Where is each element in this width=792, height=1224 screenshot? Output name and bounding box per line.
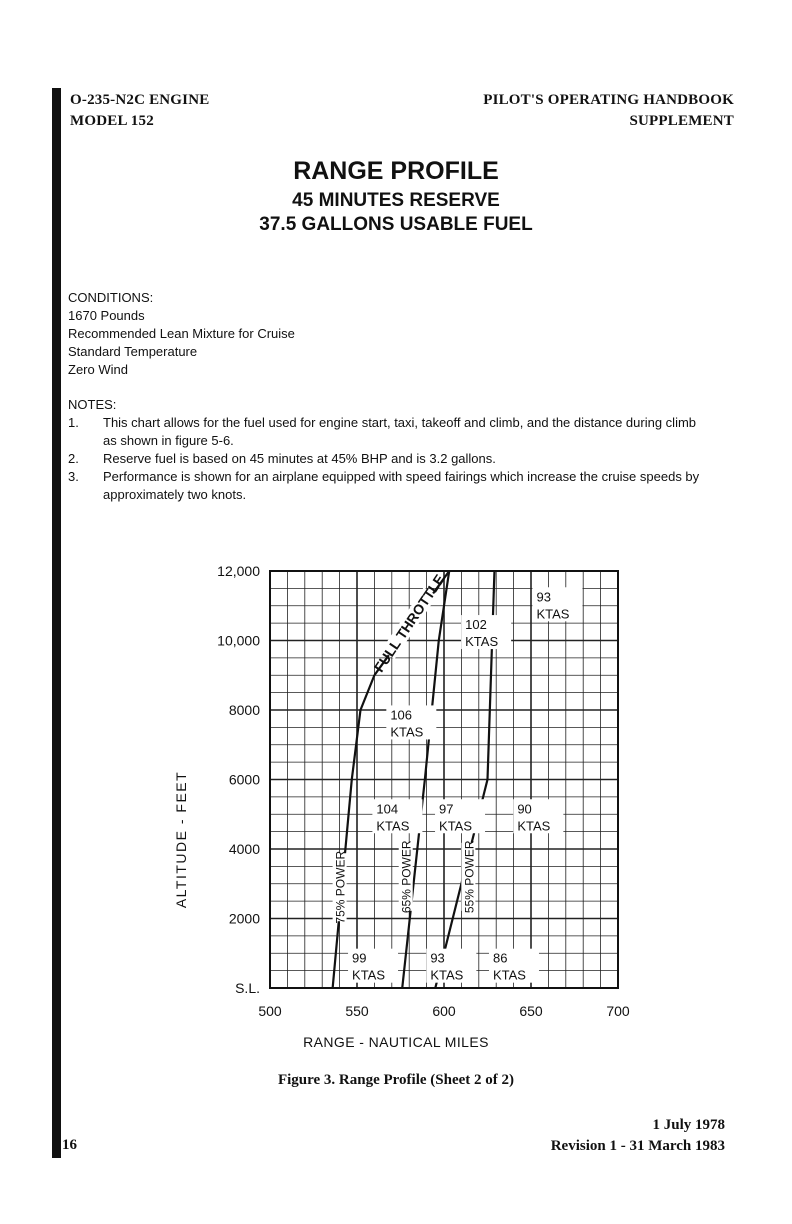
y-tick-label: 12,000 (217, 563, 260, 579)
speed-annotation-value: 106 (390, 707, 413, 723)
page-title: RANGE PROFILE (293, 157, 499, 185)
y-tick-label: 6000 (228, 771, 260, 788)
speed-annotation-unit: KTAS (536, 606, 570, 622)
speed-annotation-value: 90 (517, 801, 532, 817)
condition-line: Recommended Lean Mixture for Cruise (68, 326, 295, 341)
speed-annotation-unit: KTAS (376, 818, 410, 834)
speed-annotation-unit: KTAS (439, 818, 473, 834)
note-number: 2. (68, 451, 79, 466)
speed-annotation-value: 99 (352, 950, 367, 966)
revision-date: Revision 1 - 31 March 1983 (550, 1138, 725, 1154)
x-tick-label: 550 (345, 1003, 369, 1019)
speed-annotation-value: 97 (439, 801, 454, 817)
x-tick-label: 600 (432, 1003, 456, 1019)
conditions-heading: CONDITIONS: (68, 290, 154, 305)
model-label: MODEL 152 (70, 113, 154, 129)
note-number: 1. (68, 415, 79, 430)
speed-annotation-value: 104 (376, 801, 399, 817)
speed-annotation-value: 86 (492, 950, 508, 966)
y-tick-label: 8000 (228, 702, 260, 718)
speed-annotation-value: 93 (536, 589, 551, 605)
page-number: 16 (62, 1137, 77, 1153)
speed-annotation-value: 93 (430, 950, 445, 966)
speed-annotation-unit: KTAS (492, 967, 526, 983)
note-text: Reserve fuel is based on 45 minutes at 45% BHP and is 3.2 gallons. (103, 451, 496, 466)
y-tick-label: 2000 (228, 910, 260, 927)
speed-annotation-unit: KTAS (465, 634, 499, 650)
speed-annotation-unit: KTAS (430, 967, 464, 983)
note-number: 3. (68, 469, 79, 484)
y-tick-label: S.L. (235, 980, 260, 996)
series-annotation: 75% POWER (333, 850, 348, 924)
series-annotation: 65% POWER (399, 840, 414, 914)
note-text: Performance is shown for an airplane equipped with speed fairings which increase the cruise speeds by approximately two knots. (103, 469, 700, 502)
note-text: This chart allows for the fuel used for engine start, taxi, takeoff and climb, and the distance during climb as shown in figure 5-6. (103, 415, 697, 448)
notes-heading: NOTES: (68, 397, 117, 412)
x-axis-title: RANGE - NAUTICAL MILES (303, 1034, 489, 1050)
speed-annotation-unit: KTAS (352, 967, 386, 983)
condition-line: Zero Wind (68, 362, 128, 377)
y-tick-label: 4000 (228, 841, 260, 857)
engine-label: O-235-N2C ENGINE (70, 92, 210, 108)
speed-annotation-unit: KTAS (517, 818, 551, 834)
handbook-label: PILOT'S OPERATING HANDBOOK (483, 92, 734, 108)
condition-line: 1670 Pounds (68, 308, 145, 323)
y-tick-label: 10,000 (217, 632, 260, 649)
footer-dates (551, 1115, 725, 1157)
figure-caption: Figure 3. Range Profile (Sheet 2 of 2) (277, 1072, 515, 1088)
subtitle-reserve: 45 MINUTES RESERVE (292, 190, 500, 211)
supplement-label: SUPPLEMENT (629, 113, 734, 129)
series-annotation: FULL THROTTLE (370, 571, 448, 675)
issue-date: 1 July 1978 (652, 1117, 725, 1133)
subtitle-fuel: 37.5 GALLONS USABLE FUEL (259, 214, 533, 235)
x-tick-label: 700 (606, 1003, 630, 1019)
y-axis-title: ALTITUDE - FEET (173, 770, 189, 909)
x-tick-label: 500 (258, 1003, 282, 1019)
speed-annotation-unit: KTAS (390, 724, 424, 740)
condition-line: Standard Temperature (68, 344, 198, 359)
x-tick-label: 650 (519, 1003, 543, 1019)
speed-annotation-value: 102 (465, 617, 487, 633)
series-annotation: 55% POWER (462, 840, 477, 914)
